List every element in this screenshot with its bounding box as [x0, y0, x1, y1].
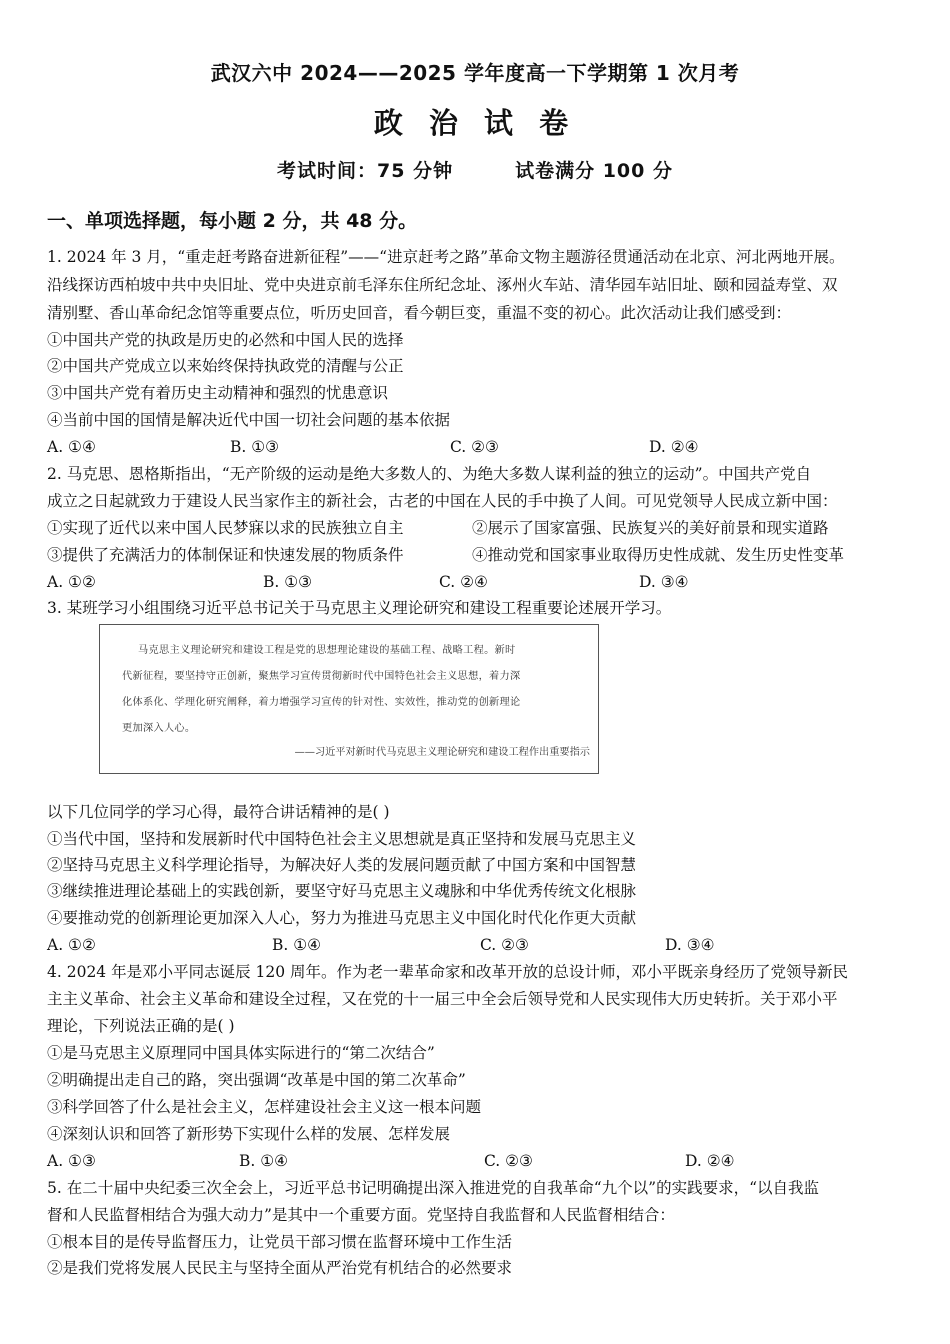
q2-option-b: B. ①③: [263, 573, 313, 591]
q1-line: ②中国共产党成立以来始终保持执政党的清醒与公正: [47, 357, 404, 375]
quote-source: ——习近平对新时代马克思主义理论研究和建设工程作出重要指示: [294, 747, 590, 758]
q1-option-a: A. ①④: [47, 438, 96, 456]
q4-line: 4. 2024 年是邓小平同志诞辰 120 周年。作为老一辈革命家和改革开放的总设计师，邓小平既亲身经历了党领导新民: [47, 963, 849, 981]
q4-option-b: B. ①④: [239, 1152, 289, 1170]
quote-box: [99, 624, 599, 774]
q2-option-c: C. ②④: [439, 573, 488, 591]
q4-option-c: C. ②③: [484, 1152, 533, 1170]
q4-line: 主主义革命、社会主义革命和建设全过程，又在党的十一届三中全会后领导党和人民实现伟大历史转折。关于邓小平: [47, 990, 838, 1008]
q2-option-d: D. ③④: [639, 573, 689, 591]
q2-line: 2. 马克思、恩格斯指出，“无产阶级的运动是绝大多数人的、为绝大多数人谋利益的独立的运动”。中国共产党自: [47, 465, 812, 483]
q1-line: 清别墅、香山革命纪念馆等重要点位，听历史回音，看今朝巨变，重温不变的初心。此次活动让我们感受到：: [47, 304, 792, 322]
q3-option-c: C. ②③: [480, 936, 529, 954]
q3-stem: 3. 某班学习小组围绕习近平总书记关于马克思主义理论研究和建设工程重要论述展开学习。: [47, 599, 672, 617]
q2-item: ①实现了近代以来中国人民梦寐以求的民族独立自主: [47, 519, 404, 537]
q4-line: ②明确提出走自己的路，突出强调“改革是中国的第二次革命”: [47, 1071, 466, 1089]
exam-time: 考试时间：75 分钟: [277, 160, 454, 182]
exam-full-score: 试卷满分 100 分: [515, 160, 673, 182]
q3-item: ②坚持马克思主义科学理论指导，为解决好人类的发展问题贡献了中国方案和中国智慧: [47, 856, 637, 874]
q1-option-d: D. ②④: [649, 438, 699, 456]
q1-line: 1. 2024 年 3 月，“重走赶考路奋进新征程”——“进京赶考之路”革命文物主题游径贯通活动在北京、河北两地开展。: [47, 248, 845, 266]
quote-line: 更加深入人心。: [122, 723, 196, 734]
q4-line: ③科学回答了什么是社会主义，怎样建设社会主义这一根本问题: [47, 1098, 482, 1116]
q5-line: 5. 在二十届中央纪委三次全会上，习近平总书记明确提出深入推进党的自我革命“九个以”的实践要求，“以自我监: [47, 1179, 819, 1197]
q1-line: ①中国共产党的执政是历史的必然和中国人民的选择: [47, 331, 404, 349]
q3-option-a: A. ①②: [47, 936, 96, 954]
q2-item: ②展示了国家富强、民族复兴的美好前景和现实道路: [472, 519, 829, 537]
exam-subject-title: 政 治 试 卷: [373, 106, 577, 140]
q4-option-d: D. ②④: [685, 1152, 735, 1170]
q3-item: ④要推动党的创新理论更加深入人心，努力为推进马克思主义中国化时代化作更大贡献: [47, 909, 637, 927]
q4-line: ④深刻认识和回答了新形势下实现什么样的发展、怎样发展: [47, 1125, 451, 1143]
q1-line: 沿线探访西柏坡中共中央旧址、党中央进京前毛泽东住所纪念址、涿州火车站、清华园车站旧址、颐和园益寿堂、双: [47, 276, 838, 294]
q4-line: 理论，下列说法正确的是( ): [47, 1017, 235, 1035]
q2-item: ③提供了充满活力的体制保证和快速发展的物质条件: [47, 546, 404, 564]
quote-line: 马克思主义理论研究和建设工程是党的思想理论建设的基础工程、战略工程。新时: [138, 645, 516, 656]
section-title: 一、单项选择题，每小题 2 分，共 48 分。: [47, 210, 418, 232]
q3-item: ③继续推进理论基础上的实践创新，要坚守好马克思主义魂脉和中华优秀传统文化根脉: [47, 882, 637, 900]
q1-option-b: B. ①③: [230, 438, 280, 456]
q5-line: 督和人民监督相结合为强大动力”是其中一个重要方面。党坚持自我监督和人民监督相结合：: [47, 1206, 675, 1224]
exam-school-title: 武汉六中 2024——2025 学年度高一下学期第 1 次月考: [210, 61, 740, 85]
q3-question: 以下几位同学的学习心得，最符合讲话精神的是( ): [47, 803, 390, 821]
q2-item: ④推动党和国家事业取得历史性成就、发生历史性变革: [472, 546, 845, 564]
q3-option-b: B. ①④: [272, 936, 322, 954]
q3-option-d: D. ③④: [665, 936, 715, 954]
quote-line: 代新征程，要坚持守正创新，聚焦学习宣传贯彻新时代中国特色社会主义思想，着力深: [122, 671, 521, 682]
q1-line: ④当前中国的国情是解决近代中国一切社会问题的基本依据: [47, 411, 451, 429]
q2-line: 成立之日起就致力于建设人民当家作主的新社会，古老的中国在人民的手中换了人间。可见党领导人民成立新中国：: [47, 492, 838, 510]
quote-line: 化体系化、学理化研究阐释，着力增强学习宣传的针对性、实效性，推动党的创新理论: [122, 697, 521, 708]
exam-info: [0, 156, 950, 183]
q5-line: ②是我们党将发展人民民主与坚持全面从严治党有机结合的必然要求: [47, 1259, 513, 1277]
q3-item: ①当代中国，坚持和发展新时代中国特色社会主义思想就是真正坚持和发展马克思主义: [47, 830, 637, 848]
q1-option-c: C. ②③: [450, 438, 499, 456]
q5-line: ①根本目的是传导监督压力，让党员干部习惯在监督环境中工作生活: [47, 1233, 513, 1251]
q4-option-a: A. ①③: [47, 1152, 96, 1170]
q4-line: ①是马克思主义原理同中国具体实际进行的“第二次结合”: [47, 1044, 435, 1062]
q2-option-a: A. ①②: [47, 573, 96, 591]
q1-line: ③中国共产党有着历史主动精神和强烈的忧患意识: [47, 384, 389, 402]
